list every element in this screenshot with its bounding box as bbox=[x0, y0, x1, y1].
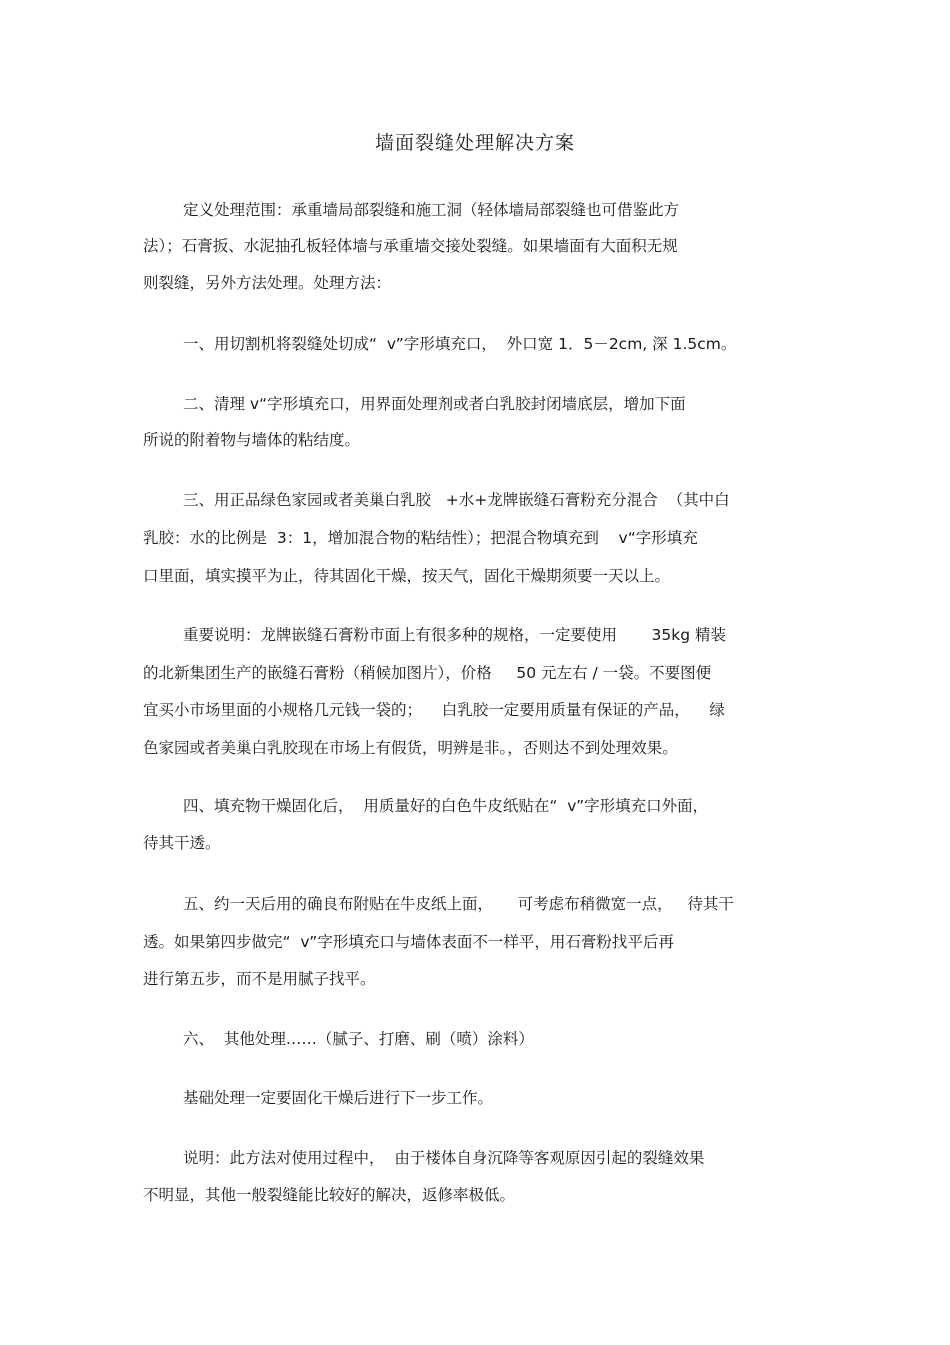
paragraph-line: 则裂缝，另外方法处理。处理方法： bbox=[143, 274, 392, 292]
paragraph-line: 重要说明：龙牌嵌缝石膏粉市面上有很多种的规格，一定要使用 35kg 精装 bbox=[183, 626, 726, 644]
paragraph-line: 三、用正品绿色家园或者美巢白乳胶 +水+龙牌嵌缝石膏粉充分混合 （其中白 bbox=[183, 491, 730, 509]
paragraph-line: 色家园或者美巢白乳胶现在市场上有假货，明辨是非。，否则达不到处理效果。 bbox=[143, 739, 678, 757]
paragraph-line: 二、清理 v“字形填充口，用界面处理剂或者白乳胶封闭墙底层，增加下面 bbox=[183, 395, 686, 413]
paragraph-line: 待其干透。 bbox=[143, 834, 221, 852]
paragraph-line: 一、用切割机将裂缝处切成“ v”字形填充口， 外口宽 1．5－2cm, 深 1.5cm。 bbox=[183, 335, 737, 353]
paragraph-line: 不明显，其他一般裂缝能比较好的解决，返修率极低。 bbox=[143, 1186, 516, 1204]
paragraph-line: 四、填充物干燥固化后， 用质量好的白色牛皮纸贴在“ v”字形填充口外面， bbox=[183, 797, 709, 815]
paragraph-line: 进行第五步，而不是用腻子找平。 bbox=[143, 970, 376, 988]
paragraph-line: 基础处理一定要固化干燥后进行下一步工作。 bbox=[183, 1089, 494, 1107]
paragraph-line: 宜买小市场里面的小规格几元钱一袋的； 白乳胶一定要用质量有保证的产品， 绿 bbox=[143, 701, 725, 719]
paragraph-line: 的北新集团生产的嵌缝石膏粉（稍候加图片），价格 50 元左右 / 一袋。不要图便 bbox=[143, 664, 712, 682]
paragraph-line: 定义处理范围：承重墙局部裂缝和施工洞（轻体墙局部裂缝也可借鉴此方 bbox=[183, 201, 680, 219]
paragraph-line: 六、 其他处理……（腻子、打磨、刷（喷）涂料） bbox=[183, 1030, 534, 1048]
paragraph-line: 法）；石膏扳、水泥抽孔板轻体墙与承重墙交接处裂缝。如果墙面有大面积无规 bbox=[143, 237, 678, 255]
paragraph-line: 说明：此方法对使用过程中， 由于楼体自身沉降等客观原因引起的裂缝效果 bbox=[183, 1149, 705, 1167]
paragraph-line: 五、约一天后用的确良布附贴在牛皮纸上面， 可考虑布稍微宽一点， 待其干 bbox=[183, 895, 734, 913]
paragraph-line: 口里面，填实摸平为止，待其固化干燥，按天气，固化干燥期须要一天以上。 bbox=[143, 567, 671, 585]
document-title: 墙面裂缝处理解决方案 bbox=[374, 132, 575, 154]
paragraph-line: 乳胶：水的比例是 3：1，增加混合物的粘结性）；把混合物填充到 v“字形填充 bbox=[143, 529, 698, 547]
paragraph-line: 所说的附着物与墙体的粘结度。 bbox=[143, 431, 361, 449]
paragraph-line: 透。如果第四步做完“ v”字形填充口与墙体表面不一样平，用石膏粉找平后再 bbox=[143, 933, 674, 951]
